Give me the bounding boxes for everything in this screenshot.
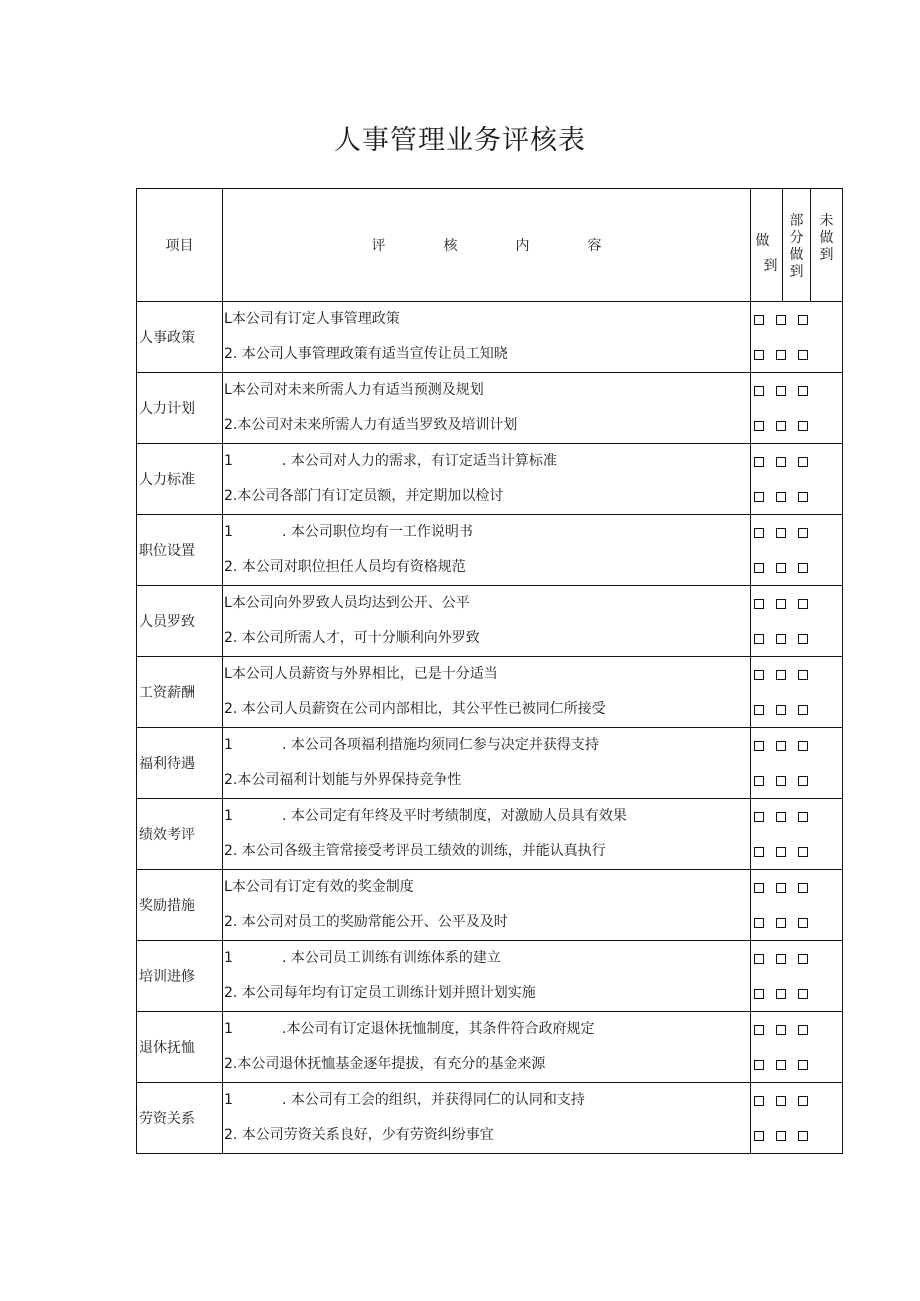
criteria-number: 1 xyxy=(224,1092,233,1108)
table-row xyxy=(137,1012,843,1083)
checkbox-cell xyxy=(751,657,843,728)
criteria-text: . 本公司职位均有一工作说明书 xyxy=(282,524,473,540)
criteria-item xyxy=(223,1012,750,1047)
checkbox-cell xyxy=(751,870,843,941)
checkbox-cell xyxy=(751,586,843,657)
done-checkbox[interactable] xyxy=(754,989,764,999)
header-done xyxy=(751,189,783,302)
done-checkbox[interactable] xyxy=(754,812,764,822)
criteria-text: . 本公司各项福利措施均须同仁参与决定并获得支持 xyxy=(282,737,599,753)
table-row xyxy=(137,1083,843,1154)
checkbox-group xyxy=(751,728,842,763)
checkbox-group xyxy=(751,941,842,976)
not-done-checkbox[interactable] xyxy=(798,776,808,786)
checkbox-group xyxy=(751,586,842,621)
header-not-done-text: 未 做 到 xyxy=(819,213,834,263)
partial-checkbox[interactable] xyxy=(776,741,786,751)
not-done-checkbox[interactable] xyxy=(798,386,808,396)
criteria-cell xyxy=(223,515,751,586)
category-cell: 职位设置 xyxy=(137,515,223,586)
checkbox-cell xyxy=(751,302,843,373)
partial-checkbox[interactable] xyxy=(776,1096,786,1106)
partial-checkbox[interactable] xyxy=(776,350,786,360)
partial-checkbox[interactable] xyxy=(776,918,786,928)
criteria-cell xyxy=(223,1012,751,1083)
checkbox-group xyxy=(751,408,842,443)
not-done-checkbox[interactable] xyxy=(798,1025,808,1035)
done-checkbox[interactable] xyxy=(754,492,764,502)
category-cell: 退休抚恤 xyxy=(137,1012,223,1083)
table-row xyxy=(137,444,843,515)
done-checkbox[interactable] xyxy=(754,705,764,715)
done-checkbox[interactable] xyxy=(754,634,764,644)
criteria-text: . 本公司员工训练有训练体系的建立 xyxy=(282,950,501,966)
table-row xyxy=(137,941,843,1012)
criteria-cell xyxy=(223,1083,751,1154)
table-row xyxy=(137,515,843,586)
checkbox-group xyxy=(751,1118,842,1153)
checkbox-group xyxy=(751,373,842,408)
partial-checkbox[interactable] xyxy=(776,315,786,325)
criteria-cell xyxy=(223,870,751,941)
criteria-cell xyxy=(223,586,751,657)
checkbox-group xyxy=(751,444,842,479)
checkbox-group xyxy=(751,1083,842,1118)
criteria-number: 1 xyxy=(224,737,233,753)
not-done-checkbox[interactable] xyxy=(798,599,808,609)
not-done-checkbox[interactable] xyxy=(798,1096,808,1106)
checkbox-group xyxy=(751,976,842,1011)
header-done-a: 做 xyxy=(755,233,770,249)
header-partial xyxy=(783,189,811,302)
criteria-item xyxy=(223,515,750,550)
checkbox-cell xyxy=(751,941,843,1012)
not-done-checkbox[interactable] xyxy=(798,634,808,644)
criteria-text: . 本公司对人力的需求，有订定适当计算标准 xyxy=(282,453,557,469)
criteria-item: 2. 本公司人事管理政策有适当宣传让员工知晓 xyxy=(224,346,508,362)
criteria-item: 2.本公司对未来所需人力有适当罗致及培训计划 xyxy=(224,417,518,433)
partial-checkbox[interactable] xyxy=(776,457,786,467)
done-checkbox[interactable] xyxy=(754,315,764,325)
not-done-checkbox[interactable] xyxy=(798,705,808,715)
checkbox-group xyxy=(751,515,842,550)
criteria-number: 1 xyxy=(224,950,233,966)
not-done-checkbox[interactable] xyxy=(798,421,808,431)
category-cell: 工资薪酬 xyxy=(137,657,223,728)
header-item: 项目 xyxy=(137,189,223,302)
criteria-text: .本公司有订定退休抚恤制度，其条件符合政府规定 xyxy=(282,1021,595,1037)
header-content-char: 评 xyxy=(371,238,386,254)
criteria-item: L本公司对未来所需人力有适当预测及规划 xyxy=(224,382,484,398)
checkbox-group xyxy=(751,763,842,798)
checkbox-cell xyxy=(751,799,843,870)
partial-checkbox[interactable] xyxy=(776,776,786,786)
done-checkbox[interactable] xyxy=(754,528,764,538)
partial-checkbox[interactable] xyxy=(776,883,786,893)
criteria-cell xyxy=(223,302,751,373)
criteria-cell xyxy=(223,799,751,870)
done-checkbox[interactable] xyxy=(754,918,764,928)
done-checkbox[interactable] xyxy=(754,350,764,360)
not-done-checkbox[interactable] xyxy=(798,1131,808,1141)
done-checkbox[interactable] xyxy=(754,670,764,680)
criteria-number: 1 xyxy=(224,808,233,824)
criteria-item xyxy=(223,799,750,834)
not-done-checkbox[interactable] xyxy=(798,954,808,964)
criteria-item xyxy=(223,728,750,763)
checkbox-cell xyxy=(751,1012,843,1083)
criteria-item xyxy=(223,941,750,976)
evaluation-table xyxy=(136,188,843,1154)
partial-checkbox[interactable] xyxy=(776,1025,786,1035)
partial-checkbox[interactable] xyxy=(776,1131,786,1141)
criteria-cell xyxy=(223,657,751,728)
header-content-char: 核 xyxy=(443,238,458,254)
done-checkbox[interactable] xyxy=(754,883,764,893)
checkbox-group xyxy=(751,905,842,940)
table-row xyxy=(137,302,843,373)
category-cell: 奖励措施 xyxy=(137,870,223,941)
checkbox-group xyxy=(751,479,842,514)
criteria-number: 1 xyxy=(224,524,233,540)
table-row xyxy=(137,728,843,799)
criteria-number: 1 xyxy=(224,1021,233,1037)
not-done-checkbox[interactable] xyxy=(798,315,808,325)
criteria-item: L本公司向外罗致人员均达到公开、公平 xyxy=(224,595,470,611)
criteria-item: 2. 本公司每年均有订定员工训练计划并照计划实施 xyxy=(224,985,536,1001)
partial-checkbox[interactable] xyxy=(776,421,786,431)
category-cell: 人力计划 xyxy=(137,373,223,444)
checkbox-group xyxy=(751,621,842,656)
criteria-item: 2. 本公司劳资关系良好，少有劳资纠纷事宜 xyxy=(224,1127,494,1143)
checkbox-group xyxy=(751,692,842,727)
category-cell: 人员罗致 xyxy=(137,586,223,657)
category-cell: 劳资关系 xyxy=(137,1083,223,1154)
partial-checkbox[interactable] xyxy=(776,989,786,999)
not-done-checkbox[interactable] xyxy=(798,670,808,680)
partial-checkbox[interactable] xyxy=(776,847,786,857)
done-checkbox[interactable] xyxy=(754,1131,764,1141)
done-checkbox[interactable] xyxy=(754,563,764,573)
partial-checkbox[interactable] xyxy=(776,670,786,680)
partial-checkbox[interactable] xyxy=(776,528,786,538)
criteria-item xyxy=(223,1083,750,1118)
partial-checkbox[interactable] xyxy=(776,492,786,502)
criteria-item: 2. 本公司对员工的奖励常能公开、公平及及时 xyxy=(224,914,508,930)
partial-checkbox[interactable] xyxy=(776,386,786,396)
table-row xyxy=(137,373,843,444)
criteria-item: L本公司有订定有效的奖金制度 xyxy=(224,879,414,895)
checkbox-cell xyxy=(751,1083,843,1154)
criteria-item: 2. 本公司对职位担任人员均有资格规范 xyxy=(224,559,466,575)
header-done-b: 到 xyxy=(763,258,778,274)
not-done-checkbox[interactable] xyxy=(798,492,808,502)
done-checkbox[interactable] xyxy=(754,847,764,857)
partial-checkbox[interactable] xyxy=(776,599,786,609)
checkbox-cell xyxy=(751,373,843,444)
criteria-cell xyxy=(223,373,751,444)
category-cell: 培训进修 xyxy=(137,941,223,1012)
header-not-done xyxy=(811,189,843,302)
header-partial-text: 部 分 做 到 xyxy=(789,213,804,280)
criteria-item: 2.本公司福利计划能与外界保持竞争性 xyxy=(224,772,462,788)
done-checkbox[interactable] xyxy=(754,386,764,396)
criteria-item: 2. 本公司人员薪资在公司内部相比，其公平性已被同仁所接受 xyxy=(224,701,606,717)
not-done-checkbox[interactable] xyxy=(798,350,808,360)
done-checkbox[interactable] xyxy=(754,1060,764,1070)
checkbox-group xyxy=(751,302,842,337)
table-row xyxy=(137,586,843,657)
partial-checkbox[interactable] xyxy=(776,634,786,644)
criteria-item: 2.本公司各部门有订定员额，并定期加以检讨 xyxy=(224,488,504,504)
not-done-checkbox[interactable] xyxy=(798,457,808,467)
criteria-cell xyxy=(223,728,751,799)
not-done-checkbox[interactable] xyxy=(798,918,808,928)
done-checkbox[interactable] xyxy=(754,1025,764,1035)
header-content-char: 内 xyxy=(515,238,530,254)
criteria-text: . 本公司有工会的组织，并获得同仁的认同和支持 xyxy=(282,1092,585,1108)
criteria-item xyxy=(223,444,750,479)
not-done-checkbox[interactable] xyxy=(798,989,808,999)
criteria-item: 2. 本公司所需人才，可十分顺利向外罗致 xyxy=(224,630,480,646)
checkbox-group xyxy=(751,337,842,372)
done-checkbox[interactable] xyxy=(754,457,764,467)
table-row xyxy=(137,657,843,728)
criteria-item: L本公司有订定人事管理政策 xyxy=(224,311,400,327)
criteria-item: L本公司人员薪资与外界相比，已是十分适当 xyxy=(224,666,498,682)
criteria-number: 1 xyxy=(224,453,233,469)
criteria-cell xyxy=(223,941,751,1012)
table-row xyxy=(137,870,843,941)
criteria-text: . 本公司定有年终及平时考绩制度，对激励人员具有效果 xyxy=(282,808,627,824)
checkbox-group xyxy=(751,834,842,869)
criteria-item: 2. 本公司各级主管常接受考评员工绩效的训练，并能认真执行 xyxy=(224,843,606,859)
partial-checkbox[interactable] xyxy=(776,705,786,715)
done-checkbox[interactable] xyxy=(754,776,764,786)
partial-checkbox[interactable] xyxy=(776,563,786,573)
checkbox-group xyxy=(751,1047,842,1082)
checkbox-group xyxy=(751,550,842,585)
criteria-item: 2.本公司退休抚恤基金逐年提拔，有充分的基金来源 xyxy=(224,1056,546,1072)
done-checkbox[interactable] xyxy=(754,599,764,609)
not-done-checkbox[interactable] xyxy=(798,847,808,857)
category-cell: 福利待遇 xyxy=(137,728,223,799)
header-content xyxy=(223,189,751,302)
not-done-checkbox[interactable] xyxy=(798,883,808,893)
page-title: 人事管理业务评核表 xyxy=(334,125,586,156)
header-content-char: 容 xyxy=(587,238,602,254)
checkbox-cell xyxy=(751,728,843,799)
header-row xyxy=(137,189,843,302)
checkbox-cell xyxy=(751,515,843,586)
category-cell: 人事政策 xyxy=(137,302,223,373)
done-checkbox[interactable] xyxy=(754,954,764,964)
done-checkbox[interactable] xyxy=(754,741,764,751)
table-row xyxy=(137,799,843,870)
partial-checkbox[interactable] xyxy=(776,1060,786,1070)
not-done-checkbox[interactable] xyxy=(798,741,808,751)
checkbox-group xyxy=(751,1012,842,1047)
checkbox-group xyxy=(751,870,842,905)
criteria-cell xyxy=(223,444,751,515)
done-checkbox[interactable] xyxy=(754,1096,764,1106)
not-done-checkbox[interactable] xyxy=(798,1060,808,1070)
partial-checkbox[interactable] xyxy=(776,812,786,822)
done-checkbox[interactable] xyxy=(754,421,764,431)
category-cell: 人力标准 xyxy=(137,444,223,515)
partial-checkbox[interactable] xyxy=(776,954,786,964)
checkbox-group xyxy=(751,799,842,834)
not-done-checkbox[interactable] xyxy=(798,812,808,822)
checkbox-group xyxy=(751,657,842,692)
category-cell: 绩效考评 xyxy=(137,799,223,870)
not-done-checkbox[interactable] xyxy=(798,528,808,538)
checkbox-cell xyxy=(751,444,843,515)
not-done-checkbox[interactable] xyxy=(798,563,808,573)
